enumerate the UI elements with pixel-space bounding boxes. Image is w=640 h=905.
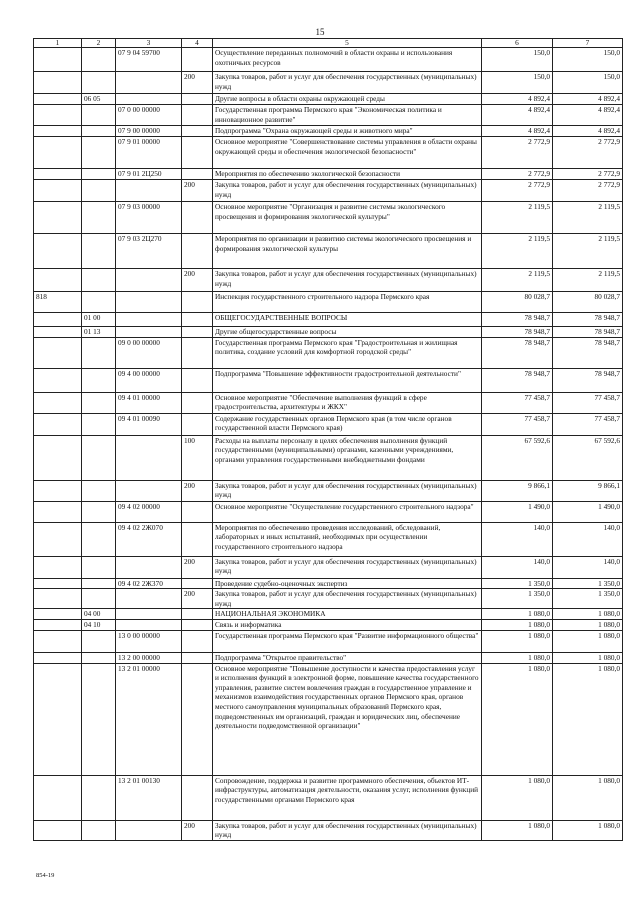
amount-year-2-cell: 1 080,0 [553,652,623,663]
target-article-code-cell: 09 4 01 00000 [116,392,182,413]
section-code-cell: 04 00 [82,609,116,620]
ministry-code-cell [34,630,82,652]
description-cell: Осуществление переданных полномочий в области охраны и использования охотничьих ресурсов [213,48,482,72]
expense-type-code-cell: 200 [182,269,213,292]
description-cell: Закупка товаров, работ и услуг для обеспечения государственных (муниципальных) нужд [213,180,482,202]
table-row [34,169,623,180]
section-code-cell [82,413,116,435]
target-article-code-cell [116,556,182,578]
section-code-cell [82,556,116,578]
description-cell: Подпрограмма "Повышение эффективности градостроительной деятельности" [213,368,482,392]
amount-year-2-cell: 1 080,0 [553,630,623,652]
amount-year-2-cell: 150,0 [553,72,623,94]
target-article-code-cell: 13 0 00 00000 [116,630,182,652]
ministry-code-cell [34,72,82,94]
amount-year-2-cell: 1 080,0 [553,620,623,631]
description-cell: Основное мероприятие "Организация и развитие системы экологического просвещения и формирования экологической культуры" [213,202,482,234]
section-code-cell [82,663,116,775]
amount-year-1-cell: 80 028,7 [482,292,553,313]
ministry-code-cell [34,480,82,501]
target-article-code-cell [116,620,182,631]
target-article-code-cell [116,609,182,620]
section-code-cell [82,589,116,609]
target-article-code-cell [116,292,182,313]
description-cell: Закупка товаров, работ и услуг для обеспечения государственных (муниципальных) нужд [213,72,482,94]
description-cell: Закупка товаров, работ и услуг для обеспечения государственных (муниципальных) нужд [213,269,482,292]
description-cell: Закупка товаров, работ и услуг для обеспечения государственных (муниципальных) нужд [213,820,482,840]
target-article-code-cell [116,313,182,327]
expense-type-code-cell [182,337,213,368]
expense-type-code-cell [182,522,213,556]
ministry-code-cell [34,556,82,578]
expense-type-code-cell [182,368,213,392]
description-cell: Подпрограмма "Открытое правительство" [213,652,482,663]
ministry-code-cell [34,234,82,269]
section-code-cell [82,169,116,180]
amount-year-2-cell: 78 948,7 [553,327,623,338]
ministry-code-cell [34,775,82,820]
ministry-code-cell: 818 [34,292,82,313]
amount-year-2-cell: 4 892,4 [553,105,623,126]
expense-type-code-cell [182,126,213,137]
col-header-7: 7 [553,39,623,48]
amount-year-2-cell: 2 772,9 [553,169,623,180]
table-row [34,522,623,556]
section-code-cell [82,105,116,126]
amount-year-2-cell: 78 948,7 [553,368,623,392]
description-cell: Закупка товаров, работ и услуг для обеспечения государственных (муниципальных) нужд [213,556,482,578]
target-article-code-cell: 07 9 01 00000 [116,137,182,169]
description-cell: Мероприятия по обеспечению проведения исследований, обследований, лабораторных и иных испытаний, необходимых при осуществлении государственного строительного надзора [213,522,482,556]
amount-year-2-cell: 67 592,6 [553,435,623,480]
table-row [34,589,623,609]
table-row [34,775,623,820]
amount-year-2-cell: 2 119,5 [553,234,623,269]
amount-year-1-cell: 1 080,0 [482,775,553,820]
table-row [34,137,623,169]
table-row [34,620,623,631]
col-header-1: 1 [34,39,82,48]
amount-year-2-cell: 2 119,5 [553,269,623,292]
amount-year-1-cell: 9 866,1 [482,480,553,501]
budget-table [33,38,623,841]
ministry-code-cell [34,413,82,435]
amount-year-1-cell: 1 080,0 [482,630,553,652]
amount-year-2-cell: 78 948,7 [553,337,623,368]
ministry-code-cell [34,578,82,589]
section-code-cell [82,501,116,522]
amount-year-2-cell: 1 080,0 [553,663,623,775]
amount-year-1-cell: 1 080,0 [482,663,553,775]
expense-type-code-cell [182,48,213,72]
description-cell: Государственная программа Пермского края "Градостроительная и жилищная политика, создание условий для комфортной городской среды" [213,337,482,368]
target-article-code-cell: 07 9 04 59700 [116,48,182,72]
ministry-code-cell [34,105,82,126]
amount-year-2-cell: 140,0 [553,522,623,556]
amount-year-2-cell: 1 080,0 [553,609,623,620]
target-article-code-cell: 13 2 01 00130 [116,775,182,820]
section-code-cell [82,234,116,269]
amount-year-1-cell: 2 119,5 [482,202,553,234]
amount-year-1-cell: 78 948,7 [482,337,553,368]
ministry-code-cell [34,169,82,180]
ministry-code-cell [34,48,82,72]
amount-year-1-cell: 2 772,9 [482,180,553,202]
section-code-cell [82,368,116,392]
expense-type-code-cell [182,202,213,234]
target-article-code-cell [116,72,182,94]
expense-type-code-cell [182,94,213,105]
ministry-code-cell [34,202,82,234]
ministry-code-cell [34,589,82,609]
table-row [34,327,623,338]
ministry-code-cell [34,501,82,522]
section-code-cell: 04 10 [82,620,116,631]
ministry-code-cell [34,94,82,105]
amount-year-1-cell: 77 458,7 [482,413,553,435]
section-code-cell: 06 05 [82,94,116,105]
amount-year-2-cell: 1 490,0 [553,501,623,522]
description-cell: Связь и информатика [213,620,482,631]
amount-year-1-cell: 150,0 [482,72,553,94]
ministry-code-cell [34,269,82,292]
amount-year-2-cell: 1 080,0 [553,820,623,840]
description-cell: Основное мероприятие "Совершенствование системы управления в области охраны окружающей среды и обеспечения экологической безопасности" [213,137,482,169]
amount-year-2-cell: 77 458,7 [553,413,623,435]
table-row [34,48,623,72]
expense-type-code-cell [182,652,213,663]
section-code-cell [82,137,116,169]
description-cell: НАЦИОНАЛЬНАЯ ЭКОНОМИКА [213,609,482,620]
amount-year-1-cell: 2 772,9 [482,169,553,180]
section-code-cell [82,48,116,72]
description-cell: Закупка товаров, работ и услуг для обеспечения государственных (муниципальных) нужд [213,480,482,501]
amount-year-2-cell: 140,0 [553,556,623,578]
amount-year-1-cell: 2 772,9 [482,137,553,169]
section-code-cell [82,337,116,368]
ministry-code-cell [34,368,82,392]
amount-year-2-cell: 4 892,4 [553,94,623,105]
table-row [34,105,623,126]
expense-type-code-cell [182,501,213,522]
ministry-code-cell [34,137,82,169]
ministry-code-cell [34,435,82,480]
description-cell: Содержание государственных органов Пермского края (в том числе органов государственной власти Пермского края) [213,413,482,435]
table-row [34,480,623,501]
target-article-code-cell [116,180,182,202]
target-article-code-cell: 09 4 01 00090 [116,413,182,435]
target-article-code-cell: 07 9 01 2Ц250 [116,169,182,180]
section-code-cell [82,820,116,840]
amount-year-1-cell: 2 119,5 [482,234,553,269]
target-article-code-cell: 13 2 01 00000 [116,663,182,775]
target-article-code-cell [116,589,182,609]
target-article-code-cell: 07 9 03 2Ц270 [116,234,182,269]
target-article-code-cell: 09 0 00 00000 [116,337,182,368]
ministry-code-cell [34,652,82,663]
table-row [34,269,623,292]
section-code-cell [82,72,116,94]
table-row [34,501,623,522]
expense-type-code-cell: 200 [182,72,213,94]
expense-type-code-cell [182,620,213,631]
expense-type-code-cell [182,413,213,435]
amount-year-1-cell: 4 892,4 [482,105,553,126]
description-cell: ОБЩЕГОСУДАРСТВЕННЫЕ ВОПРОСЫ [213,313,482,327]
amount-year-1-cell: 4 892,4 [482,94,553,105]
table-row [34,609,623,620]
ministry-code-cell [34,609,82,620]
ministry-code-cell [34,522,82,556]
section-code-cell [82,126,116,137]
expense-type-code-cell: 200 [182,180,213,202]
amount-year-2-cell: 77 458,7 [553,392,623,413]
target-article-code-cell: 09 4 02 00000 [116,501,182,522]
description-cell: Основное мероприятие "Осуществление государственного строительного надзора" [213,501,482,522]
amount-year-2-cell: 78 948,7 [553,313,623,327]
description-cell: Подпрограмма "Охрана окружающей среды и животного мира" [213,126,482,137]
section-code-cell [82,180,116,202]
col-header-3: 3 [116,39,182,48]
target-article-code-cell [116,820,182,840]
table-row [34,820,623,840]
table-row [34,578,623,589]
amount-year-1-cell: 2 119,5 [482,269,553,292]
table-row [34,126,623,137]
table-row [34,94,623,105]
ministry-code-cell [34,313,82,327]
description-cell: Основное мероприятие "Обеспечение выполнения функций в сфере градостроительства, архитектуры и ЖКХ" [213,392,482,413]
section-code-cell [82,630,116,652]
expense-type-code-cell: 100 [182,435,213,480]
table-row [34,413,623,435]
table-row [34,234,623,269]
amount-year-1-cell: 1 080,0 [482,652,553,663]
amount-year-2-cell: 80 028,7 [553,292,623,313]
ministry-code-cell [34,820,82,840]
amount-year-2-cell: 2 772,9 [553,137,623,169]
ministry-code-cell [34,663,82,775]
amount-year-1-cell: 78 948,7 [482,327,553,338]
amount-year-2-cell: 150,0 [553,48,623,72]
description-cell: Другие общегосударственные вопросы [213,327,482,338]
expense-type-code-cell [182,105,213,126]
ministry-code-cell [34,620,82,631]
table-row [34,630,623,652]
amount-year-1-cell: 78 948,7 [482,313,553,327]
amount-year-1-cell: 140,0 [482,556,553,578]
table-row [34,652,623,663]
col-header-6: 6 [482,39,553,48]
col-header-2: 2 [82,39,116,48]
page-number: 15 [315,27,325,37]
amount-year-1-cell: 4 892,4 [482,126,553,137]
target-article-code-cell: 07 9 00 00000 [116,126,182,137]
amount-year-2-cell: 1 080,0 [553,775,623,820]
description-cell: Проведение судебно-оценочных экспертиз [213,578,482,589]
table-row [34,663,623,775]
expense-type-code-cell [182,392,213,413]
target-article-code-cell: 09 4 02 2Ж070 [116,522,182,556]
amount-year-1-cell: 1 080,0 [482,620,553,631]
section-code-cell [82,435,116,480]
table-row [34,180,623,202]
ministry-code-cell [34,126,82,137]
table-row [34,292,623,313]
expense-type-code-cell [182,578,213,589]
target-article-code-cell: 09 4 02 2Ж370 [116,578,182,589]
section-code-cell [82,775,116,820]
section-code-cell [82,652,116,663]
expense-type-code-cell [182,775,213,820]
amount-year-2-cell: 2 772,9 [553,180,623,202]
target-article-code-cell: 07 0 00 00000 [116,105,182,126]
amount-year-1-cell: 1 080,0 [482,820,553,840]
expense-type-code-cell [182,630,213,652]
target-article-code-cell: 07 9 03 00000 [116,202,182,234]
table-row [34,202,623,234]
col-header-5: 5 [213,39,482,48]
table-row [34,556,623,578]
expense-type-code-cell: 200 [182,556,213,578]
table-body [34,48,623,841]
section-code-cell [82,522,116,556]
amount-year-2-cell: 1 350,0 [553,589,623,609]
table-row [34,72,623,94]
expense-type-code-cell [182,292,213,313]
table-row [34,313,623,327]
section-code-cell [82,578,116,589]
description-cell: Другие вопросы в области охраны окружающей среды [213,94,482,105]
amount-year-1-cell: 1 350,0 [482,578,553,589]
expense-type-code-cell [182,609,213,620]
expense-type-code-cell: 200 [182,480,213,501]
section-code-cell [82,202,116,234]
col-header-4: 4 [182,39,213,48]
expense-type-code-cell [182,327,213,338]
description-cell: Инспекция государственного строительного надзора Пермского края [213,292,482,313]
target-article-code-cell [116,269,182,292]
amount-year-2-cell: 9 866,1 [553,480,623,501]
expense-type-code-cell [182,234,213,269]
target-article-code-cell [116,435,182,480]
amount-year-1-cell: 1 490,0 [482,501,553,522]
target-article-code-cell: 09 4 00 00000 [116,368,182,392]
amount-year-2-cell: 4 892,4 [553,126,623,137]
amount-year-1-cell: 1 350,0 [482,589,553,609]
expense-type-code-cell [182,313,213,327]
expense-type-code-cell [182,169,213,180]
description-cell: Государственная программа Пермского края "Экономическая политика и инновационное развитие" [213,105,482,126]
section-code-cell [82,392,116,413]
ministry-code-cell [34,392,82,413]
target-article-code-cell [116,94,182,105]
amount-year-1-cell: 77 458,7 [482,392,553,413]
footer-code: 854-19 [36,872,55,879]
ministry-code-cell [34,337,82,368]
expense-type-code-cell: 200 [182,589,213,609]
description-cell: Государственная программа Пермского края "Развитие информационного общества" [213,630,482,652]
section-code-cell [82,269,116,292]
section-code-cell: 01 13 [82,327,116,338]
amount-year-1-cell: 140,0 [482,522,553,556]
section-code-cell: 01 00 [82,313,116,327]
description-cell: Основное мероприятие "Повышение доступности и качества предоставления услуг и исполнения функций в электронной форме, повышение качества государственного управления, развитие систем вовлечения граждан в государственное управление и механизмов взаимодействия государственных органов Пермского края, органов местного самоуправления муниципальных образований Пермского края, подведомственных им организаций, граждан и юридических лиц, обеспечение деятельности подведомственной организации" [213,663,482,775]
section-code-cell [82,480,116,501]
table-row [34,337,623,368]
section-code-cell [82,292,116,313]
ministry-code-cell [34,327,82,338]
table-row [34,435,623,480]
header-row [34,39,623,48]
description-cell: Расходы на выплаты персоналу в целях обеспечения выполнения функций государственными (муниципальными) органами, казенными учреждениями, органами управления государственными внебюджетными фондами [213,435,482,480]
amount-year-2-cell: 2 119,5 [553,202,623,234]
amount-year-1-cell: 1 080,0 [482,609,553,620]
ministry-code-cell [34,180,82,202]
description-cell: Закупка товаров, работ и услуг для обеспечения государственных (муниципальных) нужд [213,589,482,609]
expense-type-code-cell: 200 [182,820,213,840]
table-row [34,368,623,392]
target-article-code-cell: 13 2 00 00000 [116,652,182,663]
target-article-code-cell [116,327,182,338]
expense-type-code-cell [182,663,213,775]
table-row [34,392,623,413]
expense-type-code-cell [182,137,213,169]
amount-year-1-cell: 78 948,7 [482,368,553,392]
amount-year-1-cell: 150,0 [482,48,553,72]
amount-year-2-cell: 1 350,0 [553,578,623,589]
amount-year-1-cell: 67 592,6 [482,435,553,480]
target-article-code-cell [116,480,182,501]
description-cell: Мероприятия по обеспечению экологической безопасности [213,169,482,180]
description-cell: Сопровождение, поддержка и развитие программного обеспечения, объектов ИТ-инфраструктуры, автоматизация деятельности, оказания услуг, исполнения функций государственными органами Пермского края [213,775,482,820]
description-cell: Мероприятия по организации и развитию системы экологического просвещения и формирования экологической культуры [213,234,482,269]
